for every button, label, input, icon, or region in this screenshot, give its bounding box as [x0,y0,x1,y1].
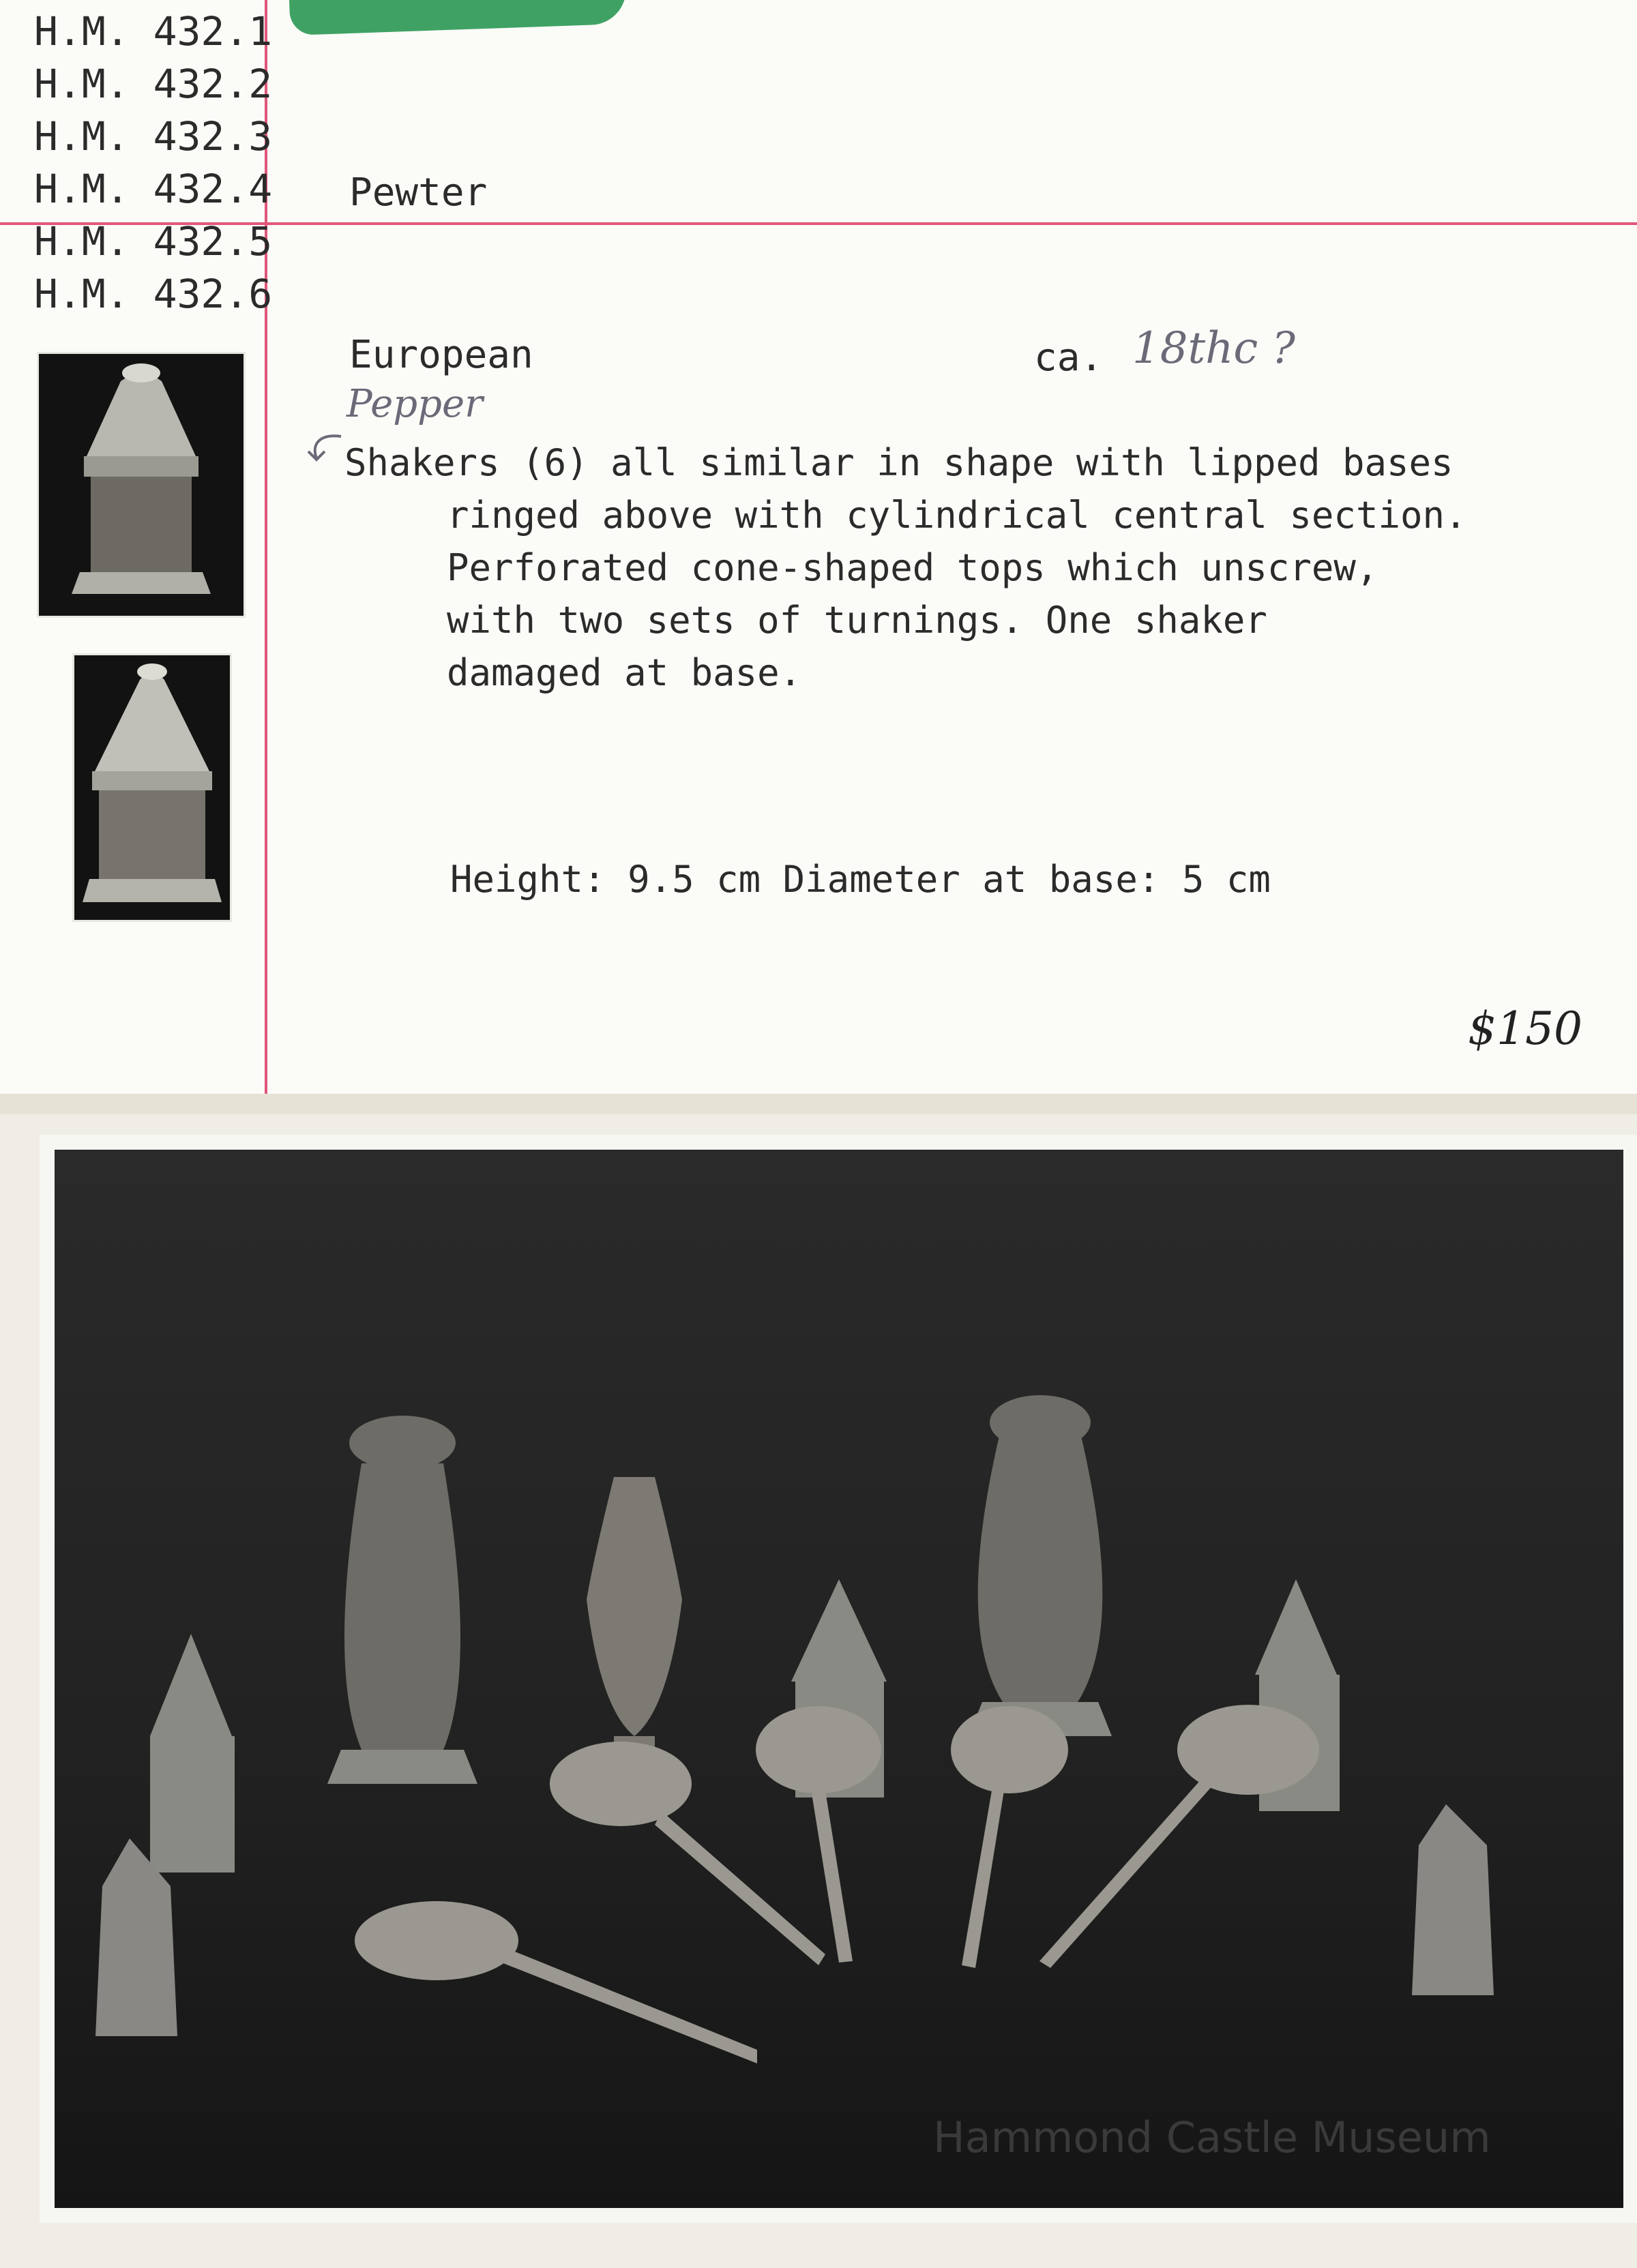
catalog-number: H.M. 432.5 [34,218,273,265]
price-handwritten: $150 [1468,1002,1582,1055]
thumbnail-photo-shaker [37,352,246,618]
dimensions-line: Height: 9.5 cm Diameter at base: 5 cm [450,858,1271,901]
description-line: Perforated cone-shaped tops which unscrew, [447,546,1378,589]
origin-label: European [349,333,533,377]
shaker-illustration [74,655,230,920]
thumbnail-photo-shaker [72,653,232,922]
catalog-number: H.M. 432.4 [34,166,273,212]
museum-watermark: Hammond Castle Museum [933,2113,1491,2162]
catalog-number-list [34,5,272,320]
catalog-number: H.M. 432.2 [34,61,273,107]
pepper-handwritten-note: Pepper [346,382,483,426]
date-prefix: ca. [1034,335,1104,380]
insert-arrow-icon [307,431,348,465]
description-line: ringed above with cylindrical central section. [447,494,1467,537]
card-edge [0,1094,1637,1114]
catalog-number: H.M. 432.1 [34,8,273,55]
pewter-collection-illustration [55,1150,1623,2208]
shaker-illustration [39,354,244,616]
description-line: with two sets of turnings. One shaker [447,599,1267,642]
catalog-number: H.M. 432.3 [34,113,273,160]
description-line: Shakers (6) all similar in shape with lipped bases [344,441,1454,484]
description-line: damaged at base. [447,651,802,694]
catalog-number: H.M. 432.6 [34,271,273,317]
material-label: Pewter [349,170,488,215]
description-block [344,436,1467,699]
collection-photo [40,1135,1637,2223]
date-handwritten: 18thc ? [1132,323,1295,374]
highlighter-mark [289,0,628,35]
catalog-card [0,0,1637,1094]
